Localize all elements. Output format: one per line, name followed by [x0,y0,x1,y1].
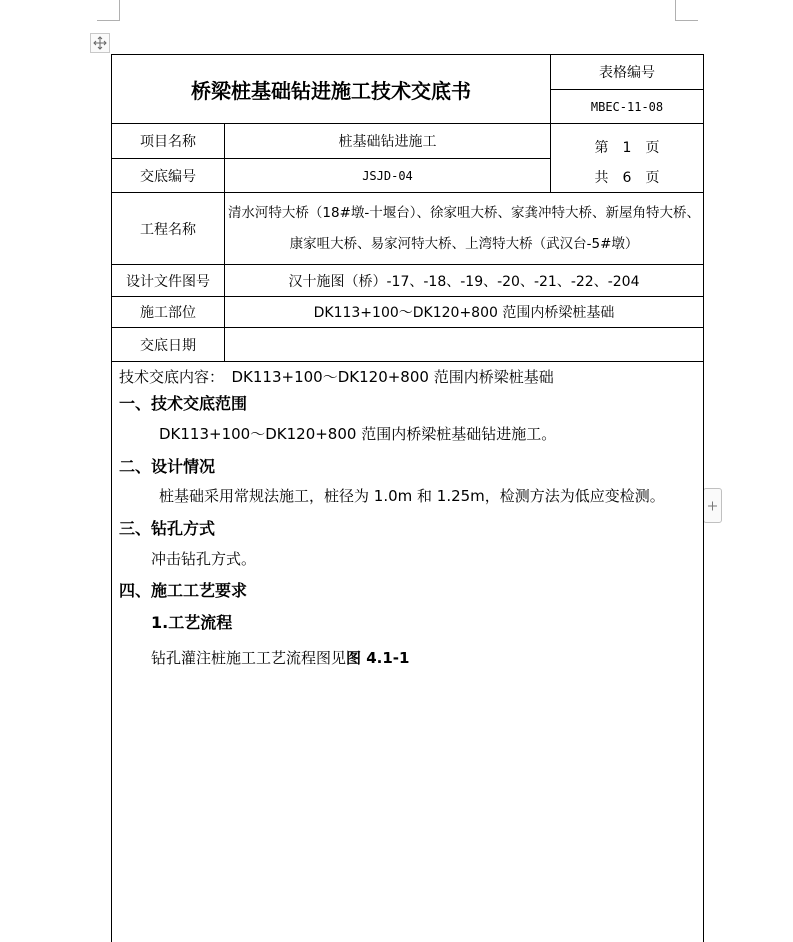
section-1-heading: 一、技术交底范围 [119,394,248,413]
reference-number-value[interactable]: JSJD-04 [362,168,413,183]
form-number-label: 表格编号 [599,65,655,81]
project-name-label: 项目名称 [140,134,196,150]
form-number-value: MBEC-11-08 [590,99,664,114]
section-3-heading: 三、钻孔方式 [119,519,216,538]
section-2-text: 桩基础采用常规法施工，桩径为 1.0m 和 1.25m，检测方法为低应变检测。 [159,487,665,505]
grid-line [111,361,704,362]
document-title: 桥梁桩基础钻进施工技术交底书 [191,78,471,103]
add-row-handle[interactable] [703,488,722,523]
section-4-text [151,647,409,668]
work-name-line-2: 康家咀大桥、易家河特大桥、上湾特大桥（武汉台-5#墩） [289,236,639,252]
drawing-number-label: 设计文件图号 [126,273,210,290]
content-intro: 技术交底内容： DK113+100～DK120+800 范围内桥梁桩基础 [119,368,554,386]
move-arrows-icon [91,34,109,52]
section-1-text: DK113+100～DK120+800 范围内桥梁桩基础钻进施工。 [159,425,557,443]
page-corner-mark-top-right [675,0,698,21]
work-name-label: 工程名称 [140,221,196,238]
reference-number-label: 交底编号 [140,168,196,185]
page-number: 第 1 页 [594,140,660,156]
work-name-line-1: 清水河特大桥（18#墩-十堰台）、徐家咀大桥、家龚冲特大桥、新屋角特大桥、 [227,205,701,221]
handover-date-label: 交底日期 [140,337,196,354]
section-3-text: 冲击钻孔方式。 [151,550,257,568]
drawing-number-value[interactable]: 汉十施图（桥）-17、-18、-19、-20、-21、-22、-204 [288,273,640,290]
section-4-text-main: 钻孔灌注桩施工工艺流程图见 [151,649,347,667]
plus-icon [704,489,721,522]
project-name-value[interactable]: 桩基础钻进施工 [338,134,437,150]
section-2-heading: 二、设计情况 [119,457,216,476]
section-4-subheading: 1.工艺流程 [151,613,233,632]
section-4-heading: 四、施工工艺要求 [119,581,248,600]
work-name-value[interactable] [225,193,703,264]
figure-reference: 图 4.1-1 [346,649,410,667]
construction-location-label: 施工部位 [140,305,196,321]
page-corner-mark-top-left [97,0,120,21]
table-move-handle-icon[interactable] [90,33,110,53]
handover-date-value[interactable] [225,328,703,361]
construction-location-value[interactable]: DK113+100～DK120+800 范围内桥梁桩基础 [313,305,615,321]
total-pages: 共 6 页 [594,170,660,186]
